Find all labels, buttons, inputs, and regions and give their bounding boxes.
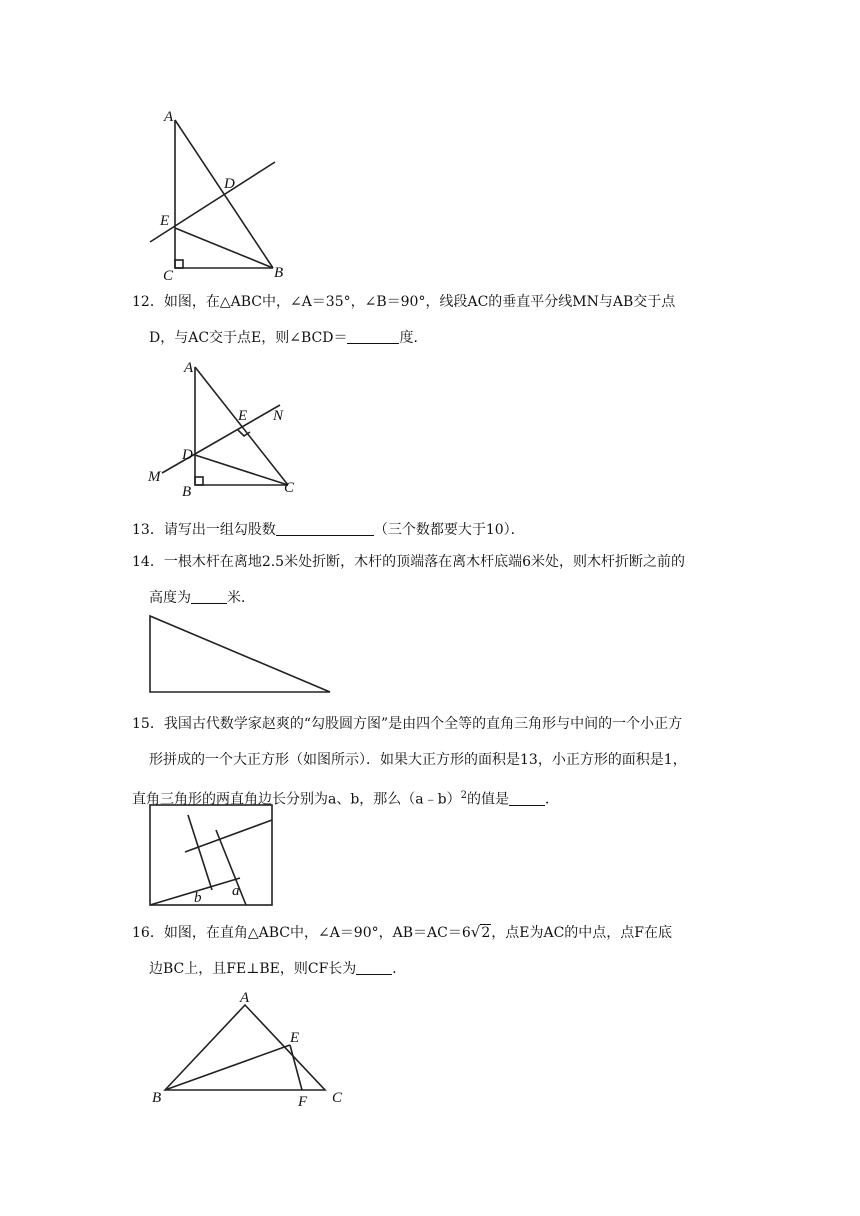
label-m: M [148,469,161,485]
label-b: b [194,890,202,906]
question-number: 15． [132,716,164,732]
label-b: B [182,484,192,500]
question-13: 13．请写出一组勾股数 （三个数都要大于10）． [132,512,732,548]
question-number: 12． [132,294,164,310]
label-n: N [273,408,284,424]
label-c: C [163,268,174,284]
answer-blank[interactable] [191,587,227,604]
question-16: 16．如图，在直角△ABC中，∠A＝90°，AB＝AC＝6√2，点E为AC的中点，点F在底 边BC上，且FE⊥BE，则CF长为 ． [132,923,672,977]
figure-q14 [140,610,340,700]
question-12: 12．如图，在△ABC中，∠A＝35°，∠B＝90°，线段AC的垂直平分线MN与AB交于点 D，与AC交于点E，则∠BCD＝ 度． [132,294,676,346]
label-c: C [284,480,295,496]
figure-q11 [140,100,290,285]
question-14: 14．一根木杆在离地2.5米处折断，木杆的顶端落在离木杆底端6米处，则木杆折断之前的 高度为 米． [132,554,685,606]
label-d: D [182,447,193,463]
label-f: F [298,1094,308,1110]
label-d: D [224,176,235,192]
figure-q12 [140,355,310,500]
label-e: E [238,408,248,424]
question-number: 13． [132,522,164,538]
label-e: E [160,213,170,229]
figure-q15 [140,800,280,910]
label-b: B [274,265,284,281]
question-number: 14． [132,554,164,570]
label-a: A [164,109,174,125]
question-15: 15．我国古代数学家赵爽的“勾股圆方图”是由四个全等的直角三角形与中间的一个小正方 形拼成的一个大正方形（如图所示）．如果大正方形的面积是13，小正方形的面积是1， 直角三角形的两直角边长分别为a、b，那么（a﹣b）$^2$的值是 ． [132,716,687,808]
label-b: B [152,1090,162,1106]
label-a: A [184,360,194,376]
answer-blank[interactable] [276,519,374,536]
figure-q16 [140,990,360,1110]
label-a: A [240,990,250,1006]
question-number: 16． [132,925,164,941]
label-c: C [332,1090,343,1106]
label-a: a [232,883,240,899]
answer-blank[interactable] [509,789,545,806]
label-e: E [290,1030,300,1046]
answer-blank[interactable] [356,958,392,975]
sqrt-symbol: √ [470,923,481,941]
answer-blank[interactable] [347,327,399,344]
